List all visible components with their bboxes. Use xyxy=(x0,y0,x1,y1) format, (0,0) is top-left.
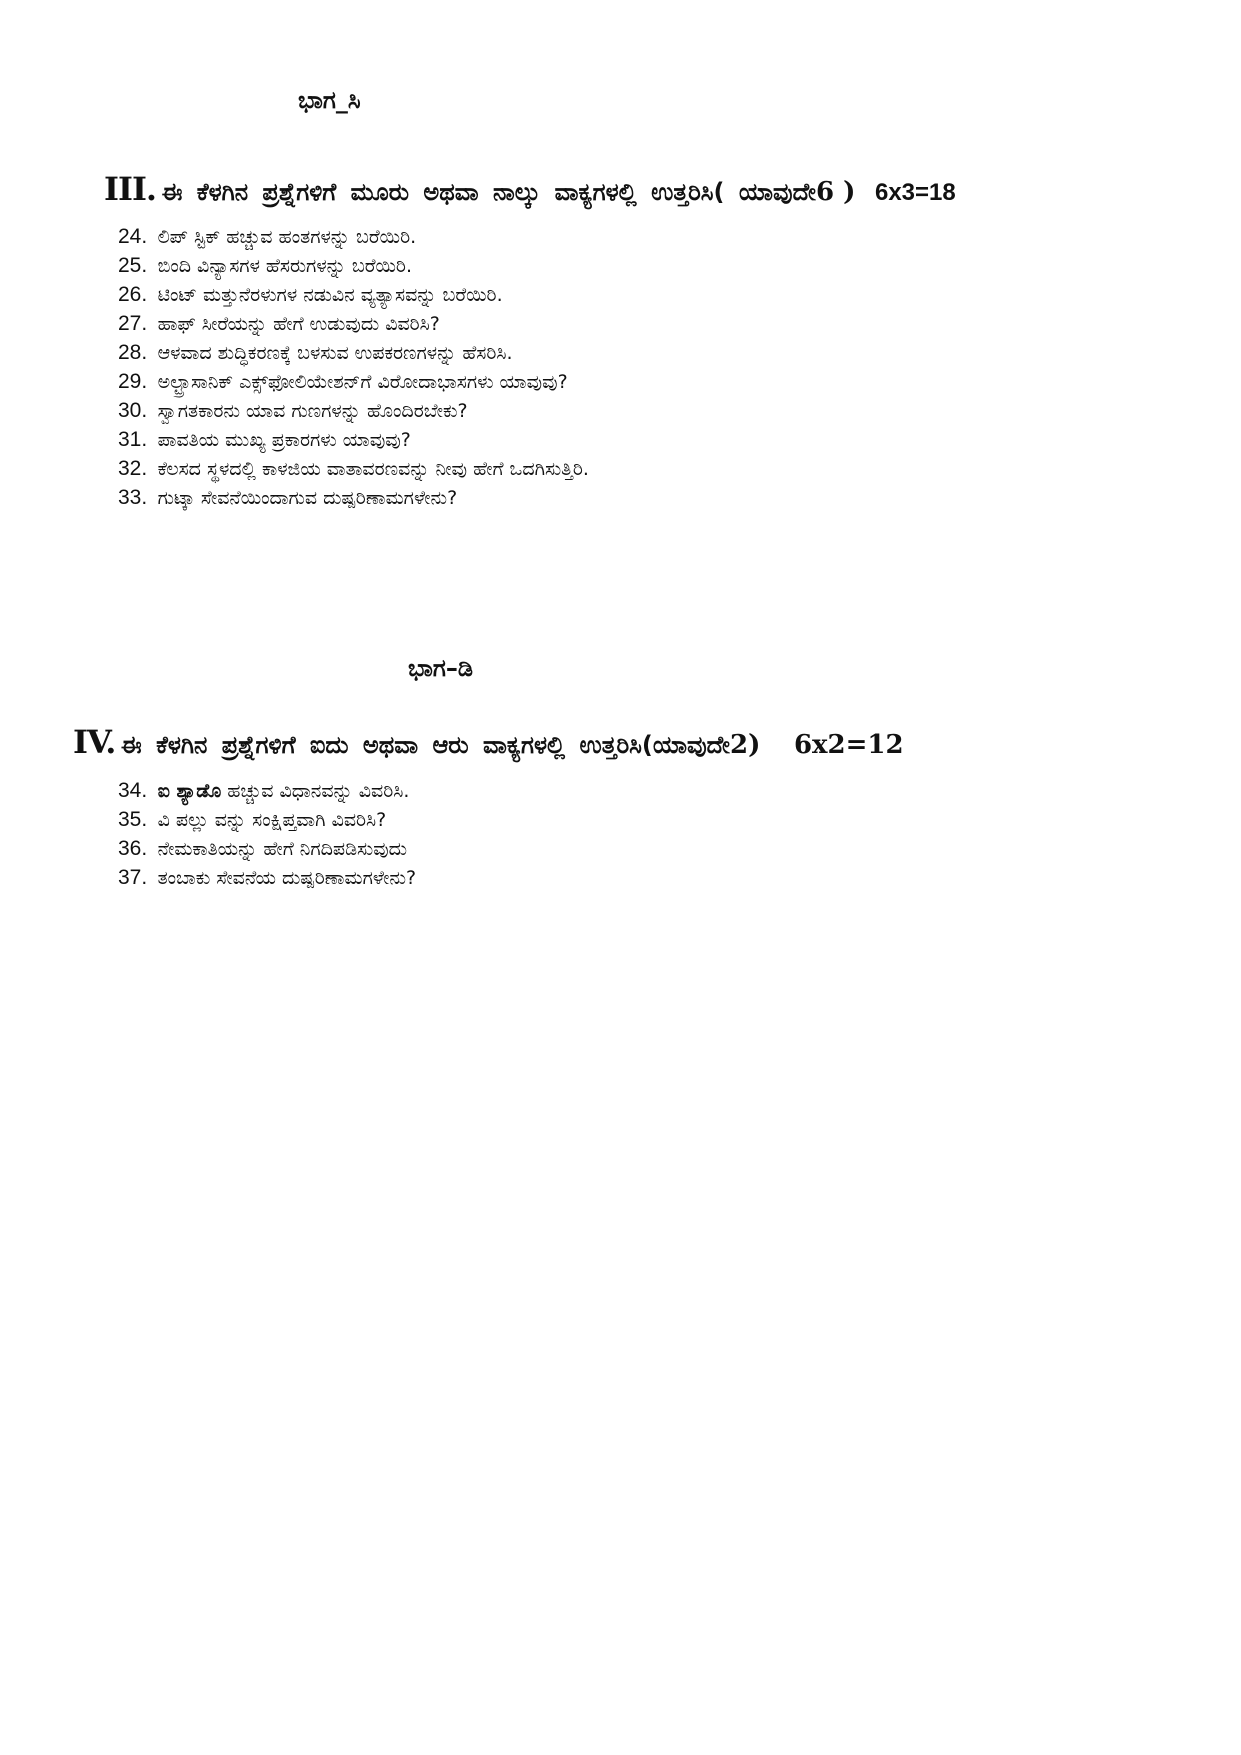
section-4-instruction xyxy=(73,723,904,761)
section-answer-count: 6 xyxy=(815,177,835,207)
question-number: 30. xyxy=(118,399,148,422)
section-marks: 6x2=12 xyxy=(793,730,904,760)
section-roman-numeral: III xyxy=(104,170,146,208)
question-number: 37. xyxy=(118,866,148,889)
question-number: 25. xyxy=(118,254,148,277)
question-item xyxy=(118,396,589,425)
question-item xyxy=(118,805,416,834)
question-number: 36. xyxy=(118,837,148,860)
question-list-part-d xyxy=(118,776,416,892)
question-bold-term: ಐ ಶ್ಯಾಡೊ xyxy=(157,780,222,802)
question-number: 33. xyxy=(118,486,148,509)
section-roman-numeral: IV xyxy=(73,723,106,761)
section-answer-count: 2) xyxy=(729,730,761,760)
question-item xyxy=(118,222,589,251)
section-instruction-text: ಈ ಕೆಳಗಿನ ಪ್ರಶ್ನೆಗಳಿಗೆ ಐದು ಅಥವಾ ಆರು ವಾಕ್ಯಗಳಲ್ಲಿ ಉತ್ತರಿಸಿ(ಯಾವುದೇ xyxy=(120,731,730,759)
section-instruction-text: ಈ ಕೆಳಗಿನ ಪ್ರಶ್ನೆಗಳಿಗೆ ಮೂರು ಅಥವಾ ನಾಲ್ಕು ವಾಕ್ಯಗಳಲ್ಲಿ ಉತ್ತರಿಸಿ( ಯಾವುದೇ xyxy=(161,178,816,206)
question-item xyxy=(118,454,589,483)
question-item xyxy=(118,309,589,338)
question-text: ವಿ ಪಲ್ಲು ವನ್ನು ಸಂಕ್ಷಿಪ್ತವಾಗಿ ವಿವರಿಸಿ? xyxy=(157,809,387,831)
part-d-heading: ಭಾಗ–ಡಿ xyxy=(408,654,473,682)
question-item xyxy=(118,280,589,309)
question-item xyxy=(118,425,589,454)
question-item xyxy=(118,338,589,367)
question-number: 34. xyxy=(118,779,148,802)
section-marks: 6x3=18 xyxy=(874,179,956,206)
question-number: 28. xyxy=(118,341,148,364)
question-item xyxy=(118,776,416,805)
question-item xyxy=(118,863,416,892)
question-text: ಬಿಂದಿ ವಿನ್ಯಾಸಗಳ ಹೆಸರುಗಳನ್ನು ಬರೆಯಿರಿ. xyxy=(157,255,413,277)
question-item xyxy=(118,834,416,863)
question-text: ಹಚ್ಚುವ ವಿಧಾನವನ್ನು ವಿವರಿಸಿ. xyxy=(221,780,410,802)
question-number: 32. xyxy=(118,457,148,480)
question-item xyxy=(118,483,589,512)
question-text: ಲಿಪ್ ಸ್ಟಿಕ್ ಹಚ್ಚುವ ಹಂತಗಳನ್ನು ಬರೆಯಿರಿ. xyxy=(157,226,417,248)
section-close-paren: ) xyxy=(834,177,856,207)
question-number: 31. xyxy=(118,428,148,451)
question-text: ಅಲ್ಟ್ರಾಸಾನಿಕ್ ಎಕ್ಸ್‌ಫೋಲಿಯೇಶನ್‌ಗೆ ವಿರೋದಾಭಾಸಗಳು ಯಾವುವು? xyxy=(157,371,568,393)
section-3-instruction xyxy=(104,170,956,208)
question-number: 35. xyxy=(118,808,148,831)
question-number: 27. xyxy=(118,312,148,335)
question-text: ನೇಮಕಾತಿಯನ್ನು ಹೇಗೆ ನಿಗದಿಪಡಿಸುವುದು xyxy=(157,838,407,860)
section-dot: . xyxy=(105,723,116,761)
question-text: ತಂಬಾಕು ಸೇವನೆಯ ದುಷ್ಪರಿಣಾಮಗಳೇನು? xyxy=(157,867,417,889)
question-number: 24. xyxy=(118,225,148,248)
question-text: ಆಳವಾದ ಶುದ್ಧಿಕರಣಕ್ಕೆ ಬಳಸುವ ಉಪಕರಣಗಳನ್ನು ಹೆಸರಿಸಿ. xyxy=(157,342,513,364)
part-c-heading: ಭಾಗ_ಸಿ xyxy=(298,86,361,114)
question-text: ಸ್ವಾಗತಕಾರನು ಯಾವ ಗುಣಗಳನ್ನು ಹೊಂದಿರಬೇಕು? xyxy=(157,400,468,422)
question-text: ಪಾವತಿಯ ಮುಖ್ಯ ಪ್ರಕಾರಗಳು ಯಾವುವು? xyxy=(157,429,411,451)
question-number: 26. xyxy=(118,283,148,306)
question-item xyxy=(118,367,589,396)
question-number: 29. xyxy=(118,370,148,393)
section-dot: . xyxy=(145,170,157,208)
question-item xyxy=(118,251,589,280)
question-text: ಹಾಫ್ ಸೀರೆಯನ್ನು ಹೇಗೆ ಉಡುವುದು ವಿವರಿಸಿ? xyxy=(157,313,440,335)
question-text: ಕೆಲಸದ ಸ್ಥಳದಲ್ಲಿ ಕಾಳಜಿಯ ವಾತಾವರಣವನ್ನು ನೀವು ಹೇಗೆ ಒದಗಿಸುತ್ತಿರಿ. xyxy=(157,458,589,480)
question-list-part-c xyxy=(118,222,589,512)
question-text: ಗುಟ್ಕಾ ಸೇವನೆಯಿಂದಾಗುವ ದುಷ್ಪರಿಣಾಮಗಳೇನು? xyxy=(157,487,458,509)
question-text: ಟಿಂಟ್ ಮತ್ತುನೆರಳುಗಳ ನಡುವಿನ ವ್ಯತ್ಯಾಸವನ್ನು ಬರೆಯಿರಿ. xyxy=(157,284,503,306)
